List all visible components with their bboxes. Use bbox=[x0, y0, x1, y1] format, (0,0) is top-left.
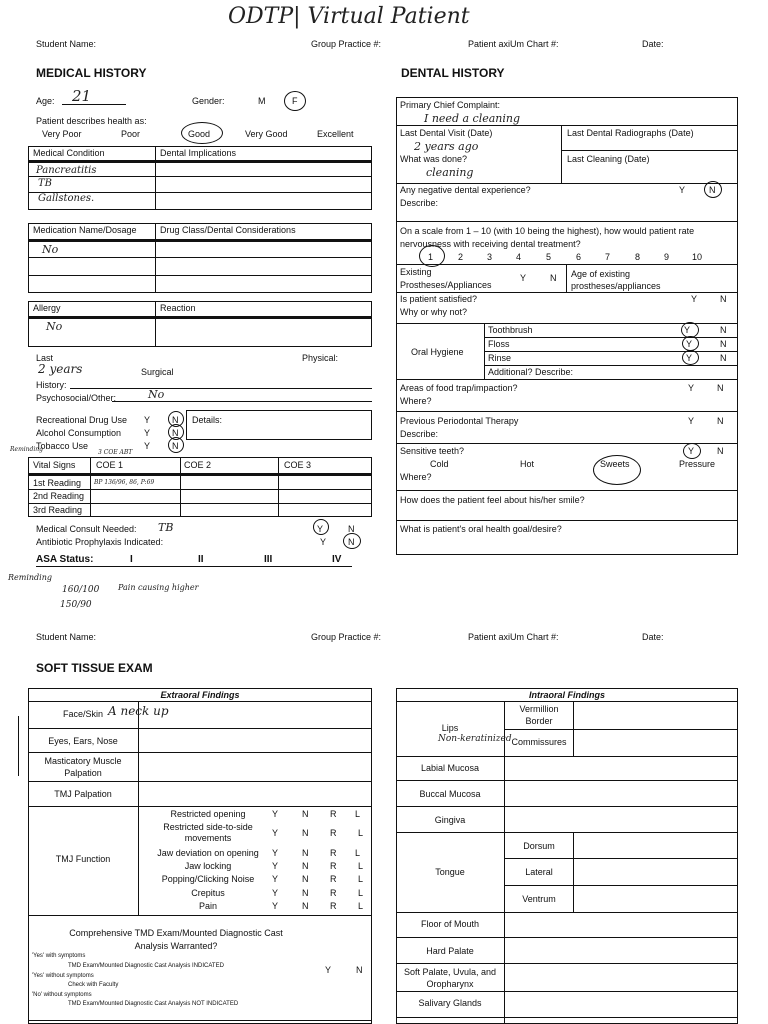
perio-therapy-label: Previous Periodontal Therapy bbox=[400, 416, 519, 426]
commissures-label: Commissures bbox=[511, 737, 567, 747]
food-trap-n[interactable]: N bbox=[717, 383, 724, 393]
chief-complaint-value[interactable]: I need a cleaning bbox=[424, 112, 521, 125]
medical-condition-header: Medical Condition bbox=[33, 148, 105, 158]
floss-y-circle bbox=[682, 336, 699, 351]
chief-complaint-label: Primary Chief Complaint: bbox=[400, 100, 501, 110]
sensitive-teeth-label: Sensitive teeth? bbox=[400, 446, 465, 456]
tmj-n[interactable]: N bbox=[302, 848, 309, 858]
salivary-glands-label: Salivary Glands bbox=[418, 998, 482, 1008]
sens-cold[interactable]: Cold bbox=[430, 459, 449, 469]
history-label: History: bbox=[36, 380, 67, 390]
sens-hot[interactable]: Hot bbox=[520, 459, 535, 469]
age-value[interactable]: 21 bbox=[72, 87, 92, 105]
tmj-palpation-label: TMJ Palpation bbox=[54, 789, 112, 799]
tmj-jaw-locking: Jaw locking bbox=[184, 861, 232, 871]
soft-tissue-heading: SOFT TISSUE EXAM bbox=[36, 661, 153, 675]
antibiotic-n[interactable]: N bbox=[348, 537, 355, 547]
intraoral-title: Intraoral Findings bbox=[528, 690, 605, 700]
reading-2: 2nd Reading bbox=[33, 491, 85, 501]
tmj-r[interactable]: R bbox=[330, 828, 337, 838]
sensitive-where: Where? bbox=[400, 472, 432, 482]
lips-label: Lips bbox=[441, 723, 459, 733]
asa-ii[interactable]: II bbox=[198, 554, 204, 565]
scale-5[interactable]: 5 bbox=[546, 252, 552, 262]
tmd-indicated: TMD Exam/Mounted Diagnostic Cast Analysis INDICATED bbox=[68, 963, 224, 969]
vermillion-border-label: Vermillion Border bbox=[519, 704, 559, 726]
tmj-y[interactable]: Y bbox=[272, 809, 279, 819]
tobacco-y[interactable]: Y bbox=[144, 441, 151, 451]
tmj-y[interactable]: Y bbox=[272, 874, 279, 884]
health-good-circle bbox=[181, 122, 223, 144]
details-label: Details: bbox=[192, 415, 223, 425]
dental-implications-header: Dental Implications bbox=[160, 148, 237, 158]
tmj-l[interactable]: L bbox=[358, 888, 364, 898]
date-label: Date: bbox=[642, 39, 664, 49]
physical-label: Physical: bbox=[302, 353, 339, 363]
reaction-header: Reaction bbox=[160, 303, 196, 313]
oral-hygiene-label: Oral Hygiene bbox=[411, 347, 464, 357]
tmj-n[interactable]: N bbox=[302, 828, 309, 838]
condition-row[interactable]: Pancreatitis bbox=[36, 165, 97, 176]
date-label-2: Date: bbox=[642, 632, 664, 642]
alcohol-n[interactable]: N bbox=[172, 428, 179, 438]
lateral-label: Lateral bbox=[525, 867, 553, 877]
health-poor[interactable]: Poor bbox=[121, 129, 141, 139]
consult-label: Medical Consult Needed: bbox=[36, 524, 137, 534]
condition-row[interactable]: Gallstones. bbox=[38, 193, 95, 204]
health-good[interactable]: Good bbox=[188, 129, 211, 139]
medical-history-heading: MEDICAL HISTORY bbox=[36, 66, 147, 80]
what-done-value[interactable]: cleaning bbox=[426, 166, 474, 179]
tmj-popping: Popping/Clicking Noise bbox=[161, 874, 255, 884]
tmj-jaw-deviation: Jaw deviation on opening bbox=[157, 848, 259, 858]
tmj-y[interactable]: Y bbox=[272, 861, 279, 871]
face-skin-label: Face/Skin bbox=[62, 709, 104, 719]
tmd-y[interactable]: Y bbox=[325, 965, 332, 975]
rec-drug-label: Recreational Drug Use bbox=[36, 415, 128, 425]
perio-describe: Describe: bbox=[400, 429, 439, 439]
rinse-y-circle bbox=[682, 350, 699, 365]
dorsum-label: Dorsum bbox=[523, 841, 555, 851]
tmj-r[interactable]: R bbox=[330, 874, 337, 884]
yes-without-symptoms: 'Yes' without symptoms bbox=[32, 973, 94, 979]
neg-exp-n[interactable]: N bbox=[709, 185, 716, 195]
floss-n[interactable]: N bbox=[720, 339, 727, 349]
tmj-l[interactable]: L bbox=[358, 874, 364, 884]
psychosocial-value[interactable]: No bbox=[148, 388, 165, 401]
tmj-r[interactable]: R bbox=[330, 901, 337, 911]
alcohol-y[interactable]: Y bbox=[144, 428, 151, 438]
antibiotic-label: Antibiotic Prophylaxis Indicated: bbox=[36, 537, 164, 547]
coe3-header: COE 3 bbox=[284, 460, 312, 470]
form-title-handwriting: ODTP| Virtual Patient bbox=[228, 4, 470, 29]
drug-class-header: Drug Class/Dental Considerations bbox=[160, 225, 296, 235]
perio-n[interactable]: N bbox=[717, 416, 724, 426]
antibiotic-y[interactable]: Y bbox=[320, 537, 327, 547]
asa-status-label: ASA Status: bbox=[36, 554, 94, 565]
last-label: Last bbox=[36, 353, 54, 363]
reading-1: 1st Reading bbox=[33, 478, 82, 488]
bp-note-left: Reminding bbox=[10, 446, 44, 453]
bp-note-value2: 150/90 bbox=[60, 600, 92, 610]
sens-sweets[interactable]: Sweets bbox=[600, 459, 630, 469]
student-name-label-2: Student Name: bbox=[36, 632, 97, 642]
rinse-n[interactable]: N bbox=[720, 353, 727, 363]
vital-signs-header: Vital Signs bbox=[33, 460, 76, 470]
ventrum-label: Ventrum bbox=[522, 894, 556, 904]
scale-8[interactable]: 8 bbox=[635, 252, 641, 262]
labial-mucosa-label: Labial Mucosa bbox=[420, 763, 480, 773]
floss-label: Floss bbox=[488, 339, 510, 349]
smile-question: How does the patient feel about his/her smile? bbox=[400, 495, 585, 505]
tongue-label: Tongue bbox=[435, 867, 465, 877]
satisfied-y[interactable]: Y bbox=[691, 294, 698, 304]
last-value[interactable]: 2 years bbox=[38, 362, 83, 376]
sens-sweets-circle bbox=[593, 455, 641, 485]
alcohol-label: Alcohol Consumption bbox=[36, 428, 122, 438]
gender-label: Gender: bbox=[192, 96, 225, 106]
tmj-crepitus: Crepitus bbox=[191, 888, 225, 898]
tmj-pain: Pain bbox=[198, 901, 217, 911]
gingiva-label: Gingiva bbox=[434, 815, 466, 825]
group-practice-label-2: Group Practice #: bbox=[311, 632, 382, 642]
surgical-label: Surgical bbox=[141, 367, 174, 377]
scale-7[interactable]: 7 bbox=[605, 252, 611, 262]
tmj-y[interactable]: Y bbox=[272, 888, 279, 898]
bp-note-label: Reminding bbox=[8, 573, 53, 582]
rinse-label: Rinse bbox=[488, 353, 512, 363]
toothbrush-n[interactable]: N bbox=[720, 325, 727, 335]
neg-exp-describe: Describe: bbox=[400, 198, 439, 208]
condition-row[interactable]: TB bbox=[38, 178, 53, 189]
reading-1-coe1-value[interactable]: BP 136/96, 86, P:69 bbox=[94, 479, 155, 486]
coe-note: 3 COE ABT bbox=[98, 449, 133, 456]
satisfied-n[interactable]: N bbox=[720, 294, 727, 304]
negative-experience-label: Any negative dental experience? bbox=[400, 185, 531, 195]
age-label: Age: bbox=[36, 96, 55, 106]
tmj-n[interactable]: N bbox=[302, 901, 309, 911]
last-radiographs-label: Last Dental Radiographs (Date) bbox=[567, 128, 694, 138]
sensitive-y[interactable]: Y bbox=[688, 446, 695, 456]
nervousness-question: On a scale from 1 – 10 (with 10 being the highest), how would patient rate nervousness with receiving dental treatment? bbox=[400, 226, 695, 249]
tmj-restricted-opening: Restricted opening bbox=[170, 809, 246, 819]
no-without-symptoms: 'No' without symptoms bbox=[32, 992, 92, 998]
sensitive-y-circle bbox=[683, 443, 701, 459]
sensitive-n[interactable]: N bbox=[717, 446, 724, 456]
scale-3[interactable]: 3 bbox=[487, 252, 493, 262]
health-label: Patient describes health as: bbox=[36, 116, 147, 126]
tmj-y[interactable]: Y bbox=[272, 828, 279, 838]
hard-palate-label: Hard Palate bbox=[426, 946, 474, 956]
scale-1[interactable]: 1 bbox=[428, 252, 434, 262]
tmj-n[interactable]: N bbox=[302, 874, 309, 884]
antibiotic-n-circle bbox=[343, 533, 361, 549]
tmj-function-label: TMJ Function bbox=[55, 854, 111, 864]
masticatory-label: Masticatory Muscle Palpation bbox=[44, 756, 122, 778]
rinse-y[interactable]: Y bbox=[686, 353, 693, 363]
last-visit-value[interactable]: 2 years ago bbox=[414, 140, 479, 153]
satisfied-label: Is patient satisfied? bbox=[400, 294, 478, 304]
consult-value[interactable]: TB bbox=[158, 521, 174, 534]
perio-y[interactable]: Y bbox=[688, 416, 695, 426]
food-trap-y[interactable]: Y bbox=[688, 383, 695, 393]
yes-with-symptoms: 'Yes' with symptoms bbox=[32, 953, 86, 959]
consult-y-circle bbox=[313, 519, 329, 535]
coe1-header: COE 1 bbox=[96, 460, 124, 470]
buccal-mucosa-label: Buccal Mucosa bbox=[419, 789, 481, 799]
face-skin-value[interactable]: A neck up bbox=[108, 704, 169, 718]
scale-10[interactable]: 10 bbox=[692, 252, 703, 262]
floss-y[interactable]: Y bbox=[686, 339, 693, 349]
scale-4[interactable]: 4 bbox=[516, 252, 522, 262]
medication-header: Medication Name/Dosage bbox=[33, 225, 137, 235]
scale-6[interactable]: 6 bbox=[576, 252, 582, 262]
asa-iii[interactable]: III bbox=[264, 554, 273, 565]
tobacco-n[interactable]: N bbox=[172, 441, 179, 451]
health-excellent[interactable]: Excellent bbox=[317, 129, 354, 139]
sens-pressure[interactable]: Pressure bbox=[679, 459, 716, 469]
tmj-r[interactable]: R bbox=[330, 888, 337, 898]
dental-history-heading: DENTAL HISTORY bbox=[401, 66, 505, 80]
gender-f[interactable]: F bbox=[292, 96, 298, 106]
tmj-l[interactable]: L bbox=[355, 809, 361, 819]
tmj-r[interactable]: R bbox=[330, 809, 337, 819]
psychosocial-label: Psychosocial/Other: bbox=[36, 393, 117, 403]
asa-i[interactable]: I bbox=[130, 554, 133, 565]
asa-iv[interactable]: IV bbox=[332, 554, 342, 565]
rec-drug-y[interactable]: Y bbox=[144, 415, 151, 425]
comprehensive-tmd-question: Comprehensive TMD Exam/Mounted Diagnostic Cast Analysis Warranted? bbox=[69, 928, 283, 951]
tmd-not-indicated: TMD Exam/Mounted Diagnostic Cast Analysis NOT INDICATED bbox=[68, 1001, 239, 1007]
tmj-r[interactable]: R bbox=[330, 861, 337, 871]
prostheses-y[interactable]: Y bbox=[520, 273, 527, 283]
gender-f-circle bbox=[284, 91, 306, 111]
goal-question: What is patient's oral health goal/desire? bbox=[400, 524, 562, 534]
tobacco-label: Tobacco Use bbox=[36, 441, 89, 451]
prostheses-n[interactable]: N bbox=[550, 273, 557, 283]
why-label: Why or why not? bbox=[400, 307, 468, 317]
tobacco-n-circle bbox=[168, 437, 184, 453]
scale-9[interactable]: 9 bbox=[664, 252, 670, 262]
coe2-header: COE 2 bbox=[184, 460, 212, 470]
what-done-label: What was done? bbox=[400, 154, 468, 164]
last-visit-label: Last Dental Visit (Date) bbox=[400, 128, 493, 138]
scale-2[interactable]: 2 bbox=[458, 252, 464, 262]
lips-value[interactable]: Non-keratinized bbox=[438, 734, 512, 744]
tmj-l[interactable]: L bbox=[358, 901, 364, 911]
neg-exp-n-circle bbox=[704, 181, 722, 198]
age-existing-label: Age of existing prostheses/appliances bbox=[571, 269, 661, 291]
toothbrush-y[interactable]: Y bbox=[684, 325, 691, 335]
tmj-n[interactable]: N bbox=[302, 861, 309, 871]
toothbrush-label: Toothbrush bbox=[488, 325, 533, 335]
food-trap-where: Where? bbox=[400, 396, 432, 406]
reading-3: 3rd Reading bbox=[33, 505, 83, 515]
floor-of-mouth-label: Floor of Mouth bbox=[420, 919, 480, 929]
gender-m[interactable]: M bbox=[258, 96, 266, 106]
health-very-poor[interactable]: Very Poor bbox=[42, 129, 82, 139]
bp-note-text: Pain causing higher bbox=[118, 583, 199, 592]
student-name-label: Student Name: bbox=[36, 39, 97, 49]
eyes-ears-nose-label: Eyes, Ears, Nose bbox=[48, 736, 118, 746]
check-with-faculty: Check with Faculty bbox=[68, 982, 119, 988]
margin-bracket bbox=[18, 716, 19, 776]
health-very-good[interactable]: Very Good bbox=[245, 129, 288, 139]
tmj-y[interactable]: Y bbox=[272, 848, 279, 858]
neg-exp-y[interactable]: Y bbox=[679, 185, 686, 195]
extraoral-title: Extraoral Findings bbox=[160, 690, 240, 700]
food-trap-label: Areas of food trap/impaction? bbox=[400, 383, 518, 393]
tmj-restricted-side: Restricted side-to-side movements bbox=[163, 822, 253, 843]
consult-y[interactable]: Y bbox=[317, 524, 324, 534]
tmj-y[interactable]: Y bbox=[272, 901, 279, 911]
allergy-value[interactable]: No bbox=[46, 320, 63, 333]
allergy-header: Allergy bbox=[33, 303, 61, 313]
last-cleaning-label: Last Cleaning (Date) bbox=[567, 154, 650, 164]
consult-n[interactable]: N bbox=[348, 524, 355, 534]
allergy-table bbox=[28, 301, 372, 347]
tmj-n[interactable]: N bbox=[302, 809, 309, 819]
group-practice-label: Group Practice #: bbox=[311, 39, 382, 49]
tmj-l[interactable]: L bbox=[358, 828, 364, 838]
tmj-l[interactable]: L bbox=[355, 848, 361, 858]
tmj-r[interactable]: R bbox=[330, 848, 337, 858]
rec-drug-n[interactable]: N bbox=[172, 415, 179, 425]
tmj-l[interactable]: L bbox=[358, 861, 364, 871]
additional-label: Additional? Describe: bbox=[488, 367, 574, 377]
tmd-n[interactable]: N bbox=[356, 965, 363, 975]
medication-value[interactable]: No bbox=[42, 243, 59, 256]
soft-palate-label: Soft Palate, Uvula, and Oropharynx bbox=[403, 967, 497, 989]
existing-prostheses-label: Existing Prostheses/Appliances bbox=[400, 267, 492, 290]
bp-note-value1: 160/100 bbox=[62, 585, 100, 595]
chart-label: Patient axiUm Chart #: bbox=[468, 39, 559, 49]
tmj-n[interactable]: N bbox=[302, 888, 309, 898]
chart-label-2: Patient axiUm Chart #: bbox=[468, 632, 559, 642]
